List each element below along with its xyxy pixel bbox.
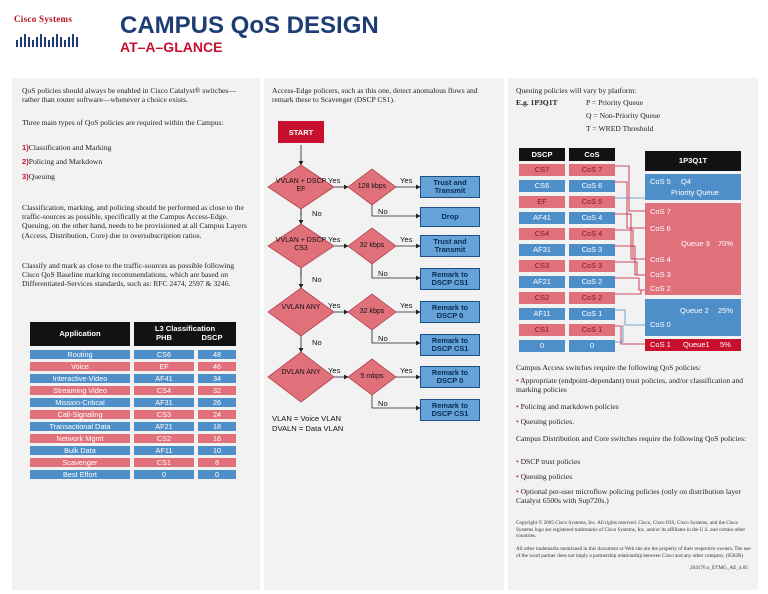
map-cell-cos: CoS 4	[569, 228, 615, 240]
label-no: No	[378, 269, 388, 278]
map-cell-dscp: CS2	[519, 292, 565, 304]
dist-heading: Campus Distribution and Core switches require the following QoS policies:	[516, 434, 747, 443]
map-cell-dscp: AF31	[519, 244, 565, 256]
q3-cos: CoS 2	[650, 284, 671, 293]
label-yes: Yes	[328, 366, 341, 375]
cell-dscp: 26	[198, 398, 236, 407]
cell-dscp: 46	[198, 362, 236, 371]
list-item: 3)Queuing	[22, 172, 55, 181]
q3-pct: 70%	[718, 239, 734, 248]
list-item: • Optional per-user microflow policing policies (only on distribution layer Catalyst 6500s with Sup720s.)	[516, 487, 742, 506]
legend-dvlan: DVALN = Data VLAN	[272, 424, 344, 433]
label-no: No	[378, 399, 388, 408]
table-row	[30, 362, 236, 371]
map-cell-dscp: AF21	[519, 276, 565, 288]
table-row	[30, 470, 236, 479]
map-cell-cos: CoS 1	[569, 324, 615, 336]
table-header-phb: PHB	[155, 333, 173, 342]
label-yes: Yes	[400, 301, 413, 310]
list-item: 1)Classification and Marking	[22, 143, 112, 152]
start-node: START	[288, 128, 314, 137]
action-remark-0: Remark to DSCP 0	[420, 366, 480, 388]
q1-label: Queue1	[683, 340, 710, 349]
q1-pct: 5%	[720, 340, 731, 349]
decision-vvlan-ef: VVLAN + DSCP EF	[275, 178, 327, 193]
table-header-l3	[134, 322, 236, 346]
map-cell-cos: CoS 3	[569, 260, 615, 272]
label-yes: Yes	[328, 176, 341, 185]
q2-cos: CoS 0	[650, 320, 671, 329]
intro-paragraph: QoS policies should always be enabled in Cisco Catalyst® switches—rather than router software—whenever a choice exists.	[22, 86, 236, 105]
q3-cos: CoS 6	[650, 224, 671, 233]
cell-application: Network Mgmt	[30, 434, 130, 443]
cell-phb: AF31	[134, 398, 194, 407]
mapping-arrows	[615, 160, 647, 360]
cell-dscp: 0	[198, 470, 236, 479]
list-item: • Queuing policies	[516, 472, 573, 481]
table-row	[30, 350, 236, 359]
action-trust-transmit: Trust and Transmit	[420, 235, 480, 257]
q3-cos: CoS 3	[650, 270, 671, 279]
label-yes: Yes	[328, 301, 341, 310]
key-t: T = WRED Threshold	[586, 124, 654, 133]
action-trust-transmit: Trust and Transmit	[420, 176, 480, 198]
cell-application: Scavenger	[30, 458, 130, 467]
map-header-dscp: DSCP	[519, 148, 565, 161]
cell-phb: CS1	[134, 458, 194, 467]
key-p: P = Priority Queue	[586, 98, 643, 107]
list-item: 2)Policing and Markdown	[22, 157, 103, 166]
label-no: No	[312, 338, 322, 347]
table-row	[30, 410, 236, 419]
cell-application: Interactive-Video	[30, 374, 130, 383]
label-yes: Yes	[400, 235, 413, 244]
rate-128kbps: 128 kbps	[357, 183, 387, 190]
legend-vlan: VLAN = Voice VLAN	[272, 414, 342, 423]
table-row	[30, 374, 236, 383]
map-cell-dscp: CS4	[519, 228, 565, 240]
cell-application: Call-Signaling	[30, 410, 130, 419]
cell-phb: CS4	[134, 386, 194, 395]
cell-phb: EF	[134, 362, 194, 371]
cell-dscp: 10	[198, 446, 236, 455]
cell-application: Voice	[30, 362, 130, 371]
q4-name: Priority Queue	[671, 188, 719, 197]
map-header-cos: CoS	[569, 148, 615, 161]
map-cell-dscp: CS7	[519, 164, 565, 176]
cell-application: Mission-Critical	[30, 398, 130, 407]
placement-paragraph: Classification, marking, and policing should be performed as close to the traffic-sources as possible, specifically at the Campus Access-Edge. Queuing, on the other hand, needs to be provisioned at all Campus Layers (Access, Distribution, Core) due to oversubscription ratios.	[22, 203, 247, 240]
list-item: • Queuing policies.	[516, 417, 575, 426]
q2-label: Queue 2	[680, 306, 709, 315]
queue-2	[645, 299, 741, 336]
label-no: No	[312, 275, 322, 284]
map-cell-cos: CoS 2	[569, 276, 615, 288]
policy-types-paragraph: Three main types of QoS policies are required within the Campus:	[22, 118, 224, 127]
cell-dscp: 8	[198, 458, 236, 467]
queue-3	[645, 203, 741, 295]
q4-cos: CoS 5	[650, 177, 671, 186]
q2-pct: 25%	[718, 306, 734, 315]
label-yes: Yes	[400, 366, 413, 375]
cell-phb: AF11	[134, 446, 194, 455]
decision-vvlan-any: VVLAN ANY	[281, 304, 321, 311]
cell-application: Routing	[30, 350, 130, 359]
action-drop: Drop	[420, 207, 480, 227]
label-yes: Yes	[328, 235, 341, 244]
map-cell-cos: CoS 3	[569, 244, 615, 256]
map-cell-cos: CoS 1	[569, 308, 615, 320]
list-item: • DSCP trust policies	[516, 457, 581, 466]
table-row	[30, 458, 236, 467]
list-item: • Appropriate (endpoint-dependant) trust policies, and/or classification and marking policies	[516, 376, 744, 395]
map-cell-cos: CoS 6	[569, 180, 615, 192]
action-remark-cs1: Remark to DSCP CS1	[420, 334, 480, 356]
queuing-example: E.g. 1P3Q1T	[516, 98, 558, 107]
table-row	[30, 386, 236, 395]
label-no: No	[378, 334, 388, 343]
table-row	[30, 422, 236, 431]
cell-application: Bulk Data	[30, 446, 130, 455]
map-cell-dscp: AF41	[519, 212, 565, 224]
map-cell-cos: CoS 2	[569, 292, 615, 304]
trademarks: All other trademarks mentioned in this document or Web site are the property of their respective owners. The use of the word partner does not imply a partnership relationship between Cisco and any other company. (0502R)	[516, 546, 751, 559]
q4-label: Q4	[681, 177, 692, 186]
label-no: No	[378, 207, 388, 216]
q1-cos: CoS 1	[650, 340, 671, 349]
table-row	[30, 446, 236, 455]
cisco-logo-icon	[14, 28, 84, 48]
key-q: Q = Non-Priority Queue	[586, 111, 661, 120]
cell-phb: 0	[134, 470, 194, 479]
rate-32kbps: 32 kbps	[359, 242, 385, 249]
label-no: No	[312, 209, 322, 218]
map-cell-dscp: CS3	[519, 260, 565, 272]
action-remark-cs1: Remark to DSCP CS1	[420, 399, 480, 421]
copyright: Copyright © 2005 Cisco Systems, Inc. All rights reserved. Cisco, Cisco IOS, Cisco Systems, and the Cisco Systems logo are registered trademarks of Cisco Systems, Inc. and/or its affiliates in the U.S. and certain other countries.	[516, 520, 746, 539]
logo-wordmark: Cisco Systems	[14, 14, 73, 24]
cell-phb: CS6	[134, 350, 194, 359]
document-code: 204170.o_ETMG_AE_4.05	[690, 565, 748, 571]
q3-cos: CoS 4	[650, 255, 671, 264]
cell-phb: CS2	[134, 434, 194, 443]
policer-intro: Access-Edge policers, such as this one, detect anomalous flows and remark these to Scavenger (DSCP CS1).	[272, 86, 478, 105]
q3-cos: CoS 7	[650, 207, 671, 216]
cell-dscp: 24	[198, 410, 236, 419]
cell-phb: CS3	[134, 410, 194, 419]
map-cell-dscp: CS1	[519, 324, 565, 336]
page-title: CAMPUS QoS DESIGN	[120, 12, 379, 39]
label-yes: Yes	[400, 176, 413, 185]
map-cell-dscp: 0	[519, 340, 565, 352]
cell-phb: AF41	[134, 374, 194, 383]
map-cell-cos: 0	[569, 340, 615, 352]
table-header-l3-label: L3 Classification	[154, 324, 216, 333]
cell-application: Transactional Data	[30, 422, 130, 431]
q3-label: Queue 3	[681, 239, 710, 248]
action-remark-cs1: Remark to DSCP CS1	[420, 268, 480, 290]
rate-32kbps: 32 kbps	[359, 308, 385, 315]
cell-application: Streaming Video	[30, 386, 130, 395]
cell-dscp: 32	[198, 386, 236, 395]
table-row	[30, 398, 236, 407]
table-row	[30, 434, 236, 443]
map-cell-dscp: CS6	[519, 180, 565, 192]
map-cell-dscp: AF11	[519, 308, 565, 320]
cell-phb: AF21	[134, 422, 194, 431]
rate-5mbps: 5 mbps	[360, 373, 384, 380]
queuing-intro: Queuing policies will vary by platform:	[516, 86, 637, 95]
cell-dscp: 18	[198, 422, 236, 431]
table-header-application: Application	[30, 322, 130, 346]
table-header-dscp: DSCP	[201, 333, 223, 342]
queue-header: 1P3Q1T	[645, 151, 741, 171]
decision-dvlan-any: DVLAN ANY	[281, 369, 321, 376]
cell-dscp: 34	[198, 374, 236, 383]
baseline-paragraph: Classify and mark as close to the traffic-sources as possible following Cisco QoS Baseline marking recommendations, which are based on Differentiated-Services standards, such as: RFC 2474, 2597 & 3246.	[22, 261, 235, 289]
cell-dscp: 16	[198, 434, 236, 443]
decision-vvlan-cs3: VVLAN + DSCP CS3	[275, 237, 327, 252]
map-cell-cos: CoS 5	[569, 196, 615, 208]
map-cell-cos: CoS 7	[569, 164, 615, 176]
access-heading: Campus Access switches require the following QoS policies:	[516, 363, 701, 372]
list-item: • Policing and markdown policies	[516, 402, 619, 411]
map-cell-dscp: EF	[519, 196, 565, 208]
map-cell-cos: CoS 4	[569, 212, 615, 224]
page-subtitle: AT–A–GLANCE	[120, 39, 223, 55]
action-remark-0: Remark to DSCP 0	[420, 301, 480, 323]
cell-dscp: 48	[198, 350, 236, 359]
cell-application: Best Effort	[30, 470, 130, 479]
